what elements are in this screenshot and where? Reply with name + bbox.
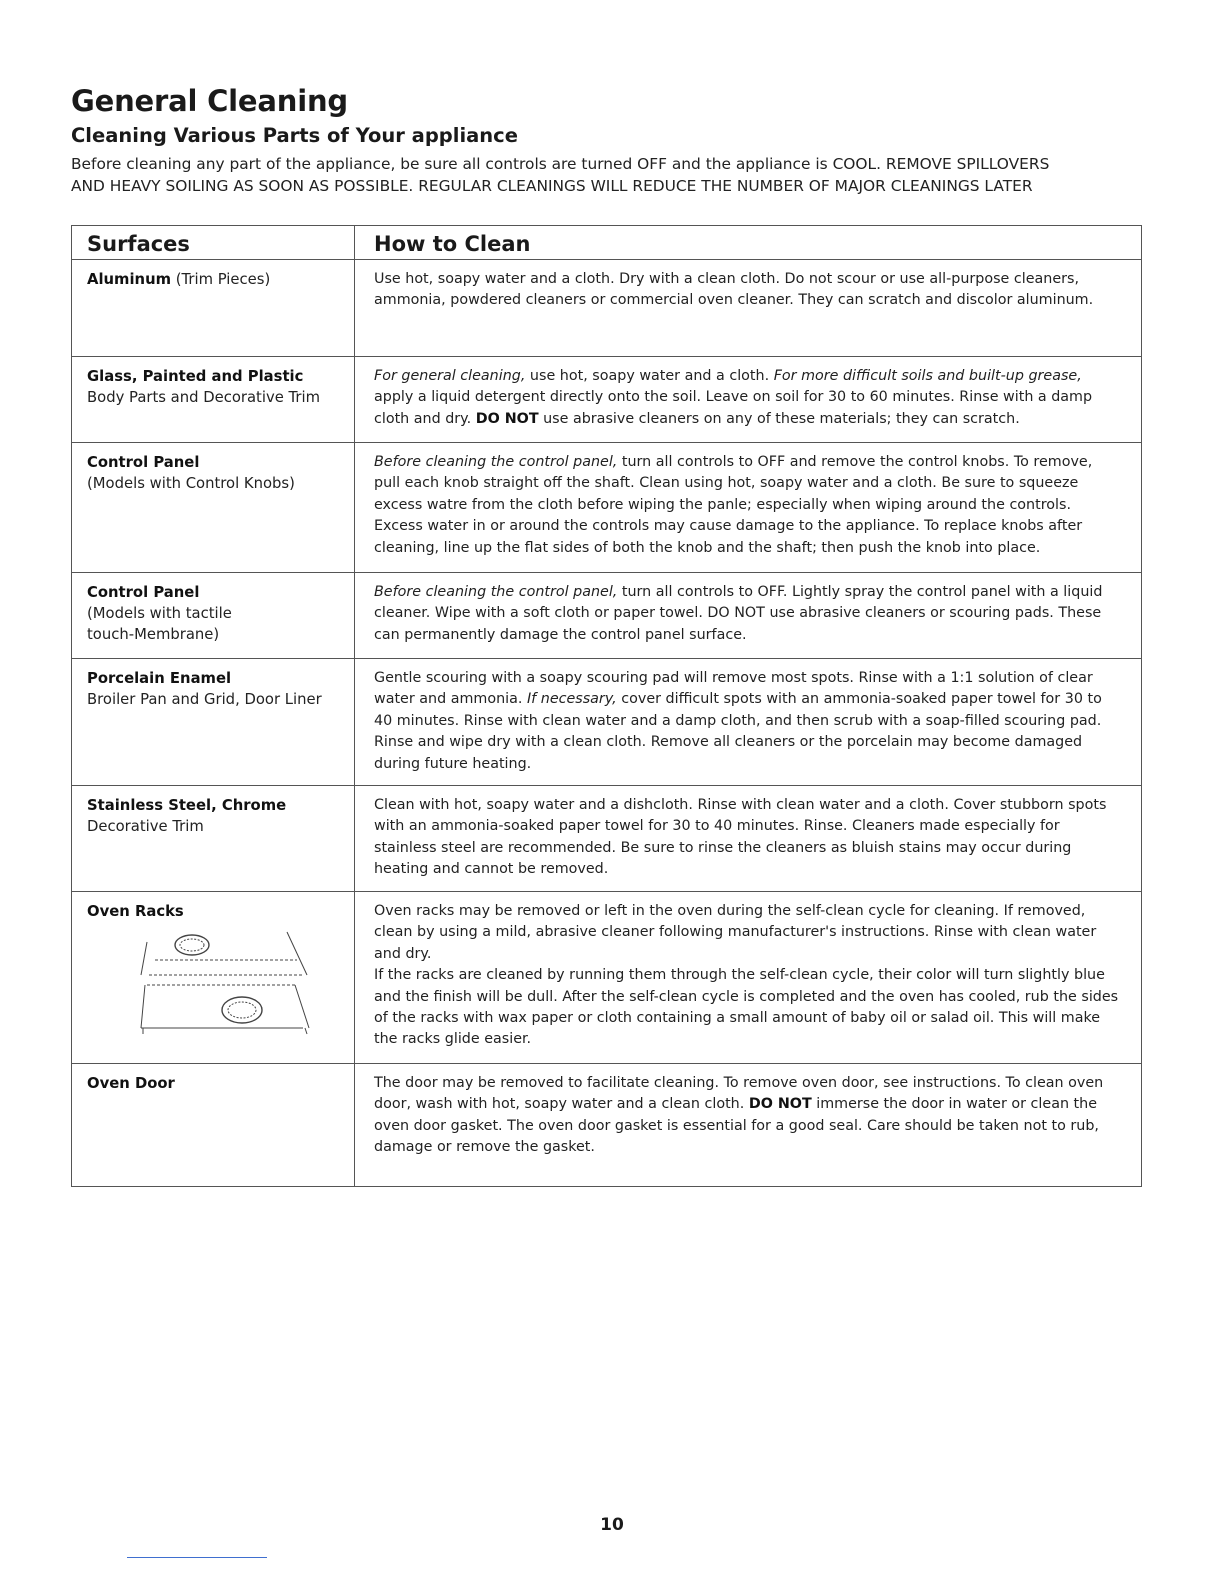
oven-rack-illustration [137,930,312,1040]
instruction-text: turn all controls to OFF and remove the control knobs. To remove, pull each knob straight off the shaft. Clean using hot, soapy water and a cloth. Be sure to squeeze excess watre from the cloth before wiping the panle; especially when wiping around the controls. Excess water in or around the controls may cause damage to the appliance. To replace knobs after cleaning, line up the flat sides of both the knob and the shaft; then push the knob into place. [374,454,1093,556]
instruction-text: The door may be removed to facilitate cleaning. To remove oven door, see instructions. To clean oven door, wash with hot, soapy water and a clean cloth. [374,1075,1104,1113]
table-row [72,573,1142,659]
surface-cell [72,443,355,573]
surface-detail: (Trim Pieces) [171,271,271,288]
table-row [72,892,1142,1064]
surface-name: Glass, Painted and Plastic [87,368,304,385]
surface-cell [72,786,355,892]
table-row [72,260,1142,357]
instruction-text: Clean with hot, soapy water and a dishcloth. Rinse with clean water and a cloth. Cover stubborn spots with an ammonia-soaked paper towel for 30 to 40 minutes. Rinse. Cleaners made especially for stainless steel are recommended. Be sure to rinse the cleaners as bluish stains may occur during heating and cannot be removed. [374,797,1107,878]
instruction-emphasis: Before cleaning the control panel, [374,454,618,470]
intro-line: Before cleaning any part of the appliance, be sure all controls are turned OFF and the appliance is COOL. REMOVE SPILLOVERS [71,155,1050,173]
page-number: 10 [600,1515,624,1535]
surface-cell [72,659,355,786]
section-title: Cleaning Various Parts of Your appliance [71,124,518,147]
how-to-clean-cell [355,357,1142,443]
surface-cell [72,1064,355,1187]
table-row [72,786,1142,892]
surface-cell [72,573,355,659]
instruction-text: apply a liquid detergent directly onto the soil. Leave on soil for 30 to 60 minutes. Rinse with a damp cloth and dry. [374,389,1093,427]
surface-detail: Broiler Pan and Grid, Door Liner [87,691,322,708]
surface-cell [72,357,355,443]
surface-detail: (Models with Control Knobs) [87,475,295,492]
intro-paragraph [71,153,1146,197]
how-to-clean-cell [355,892,1142,1064]
table-row [72,1064,1142,1187]
warning-text: DO NOT [475,410,539,427]
surface-cell [72,892,355,1064]
surface-name: Stainless Steel, Chrome [87,797,287,814]
instruction-text: cover difficult spots with an ammonia-soaked paper towel for 30 to 40 minutes. Rinse with clean water and a damp cloth, and then scrub with a soap-filled scouring pad. Rinse and wipe dry with a clean cloth. Remove all cleaners or the porcelain may become damaged during future heating. [374,691,1102,772]
instruction-emphasis: Before cleaning the control panel, [374,584,618,600]
surface-name: Oven Racks [87,903,184,920]
instruction-text: use hot, soapy water and a cloth. [525,368,774,384]
intro-line: AND HEAVY SOILING AS SOON AS POSSIBLE. REGULAR CLEANINGS WILL REDUCE THE NUMBER OF MAJOR CLEANINGS LATER [71,177,1033,195]
instruction-text: If the racks are cleaned by running them through the self-clean cycle, their color will turn slightly blue and the finish will be dull. After the self-clean cycle is completed and the oven has cooled, rub the sides of the racks with wax paper or cloth containing a small amount of baby oil or salad oil. This will make the racks glide easier. [374,967,1119,1048]
surface-detail: (Models with tactile touch-Membrane) [87,605,232,643]
table-header-row [72,226,1142,260]
cleaning-table [71,225,1142,1187]
instruction-text: Use hot, soapy water and a cloth. Dry with a clean cloth. Do not scour or use all-purpose cleaners, ammonia, powdered cleaners or commercial oven cleaner. They can scratch and discolor aluminum. [374,271,1094,309]
warning-text: DO NOT [748,1096,812,1113]
how-to-clean-cell [355,443,1142,573]
surface-cell [72,260,355,357]
instruction-text: immerse the door in water or clean the oven door gasket. The oven door gasket is essential for a good seal. Care should be taken not to rub, damage or remove the gasket. [374,1096,1099,1156]
surface-detail: Body Parts and Decorative Trim [87,389,321,406]
surface-detail: Decorative Trim [87,818,204,835]
instruction-text: use abrasive cleaners on any of these materials; they can scratch. [538,410,1020,427]
how-to-clean-cell [355,659,1142,786]
instruction-emphasis: For more difficult soils and built-up grease, [773,368,1082,384]
surface-name: Porcelain Enamel [87,670,232,687]
surface-name: Aluminum [87,271,172,288]
table-row [72,659,1142,786]
header-how-to-clean: How to Clean [355,226,1142,260]
surface-name: Control Panel [87,454,200,471]
surface-name: Oven Door [87,1075,175,1092]
how-to-clean-cell [355,573,1142,659]
how-to-clean-cell [355,1064,1142,1187]
surface-name: Control Panel [87,584,200,601]
table-row [72,357,1142,443]
table-row [72,443,1142,573]
instruction-text: Gentle scouring with a soapy scouring pad will remove most spots. Rinse with a 1:1 solution of clear water and ammonia. [374,670,1093,708]
page-title: General Cleaning [71,84,348,118]
instruction-emphasis: If necessary, [526,691,617,708]
instruction-text: Oven racks may be removed or left in the oven during the self-clean cycle for cleaning. If removed, clean by using a mild, abrasive cleaner following manufacturer's instructions. Rinse with clean water and dry. [374,903,1097,962]
footer-divider [127,1557,267,1558]
how-to-clean-cell [355,786,1142,892]
instruction-emphasis: For general cleaning, [374,368,526,384]
instruction-text: turn all controls to OFF. Lightly spray the control panel with a liquid cleaner. Wipe with a soft cloth or paper towel. DO NOT use abrasive cleaners or scouring pads. These can permanently damage the control panel surface. [374,584,1103,643]
header-surfaces: Surfaces [72,226,355,260]
how-to-clean-cell [355,260,1142,357]
